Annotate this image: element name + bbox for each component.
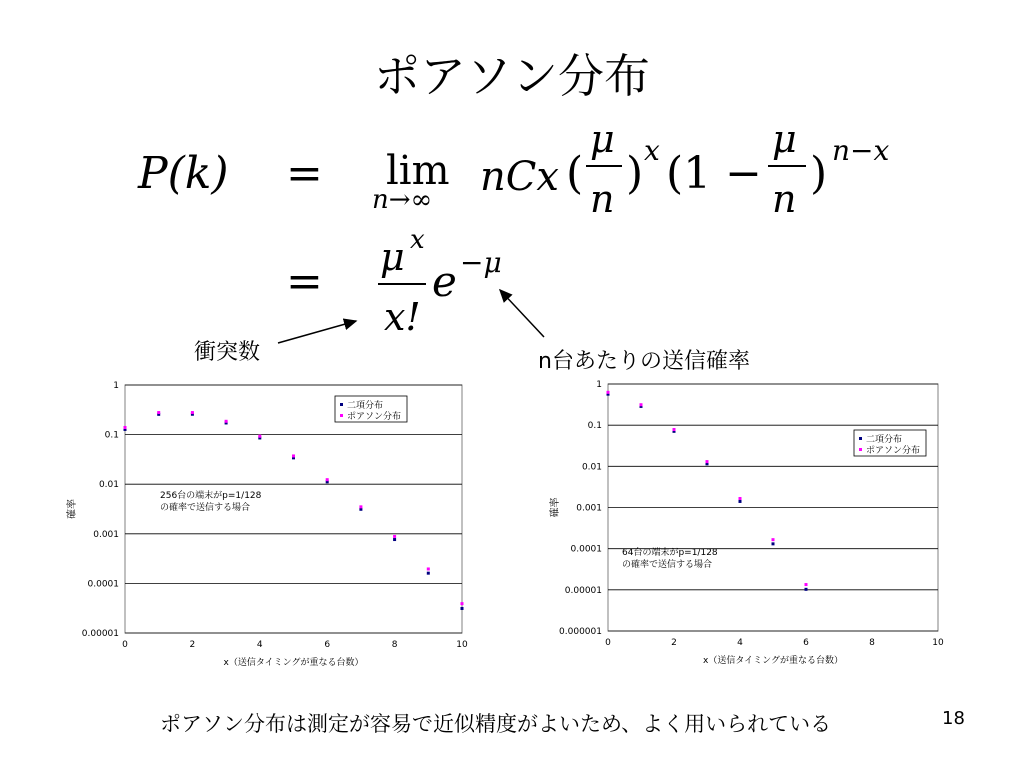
legend bbox=[854, 430, 926, 456]
data-point bbox=[393, 538, 396, 541]
x-tick-label: 2 bbox=[189, 640, 196, 650]
data-point bbox=[461, 607, 464, 610]
formula-n-1: n bbox=[590, 177, 615, 221]
y-axis-label: 確率 bbox=[67, 499, 78, 519]
data-point bbox=[772, 538, 775, 541]
data-point bbox=[772, 542, 775, 545]
formula-x-fact: x! bbox=[384, 295, 421, 339]
formula-eq-2: = bbox=[286, 256, 323, 307]
data-point bbox=[292, 454, 295, 457]
legend-label: ポアソン分布 bbox=[347, 412, 402, 422]
x-tick-label: 0 bbox=[605, 638, 611, 648]
data-point bbox=[157, 411, 160, 414]
y-tick-label: 0.0001 bbox=[570, 544, 602, 555]
chart-annotation: の確率で送信する場合 bbox=[160, 503, 251, 513]
chart-256-svg bbox=[60, 376, 490, 676]
data-point bbox=[326, 478, 329, 481]
annotation-probability: n台あたりの送信確率 bbox=[538, 349, 750, 374]
data-point bbox=[739, 497, 742, 500]
data-point bbox=[640, 403, 643, 406]
chart-annotation: 64台の端末がp=1/128 bbox=[622, 548, 718, 558]
formula-lhs: P(k) bbox=[138, 148, 229, 199]
y-tick-label: 0.01 bbox=[98, 480, 119, 491]
x-tick-label: 10 bbox=[456, 640, 468, 650]
arrow-to-mu bbox=[500, 290, 544, 337]
y-tick-label: 0.000001 bbox=[559, 627, 602, 637]
formula-binomial: nCx bbox=[480, 154, 559, 200]
y-tick-label: 0.1 bbox=[104, 430, 119, 441]
data-point bbox=[124, 426, 127, 429]
formula-n-2: n bbox=[772, 177, 797, 221]
data-point bbox=[805, 583, 808, 586]
footer-text: ポアソン分布は測定が容易で近似精度がよいため、よく用いられている bbox=[160, 712, 832, 736]
y-tick-label: 0.1 bbox=[587, 421, 602, 432]
y-tick-label: 0.001 bbox=[576, 503, 602, 514]
data-point bbox=[225, 420, 228, 423]
formula-mu-1: μ bbox=[590, 117, 615, 161]
y-tick-label: 0.01 bbox=[581, 462, 602, 473]
y-tick-label: 0.00001 bbox=[81, 629, 119, 639]
x-tick-label: 6 bbox=[324, 640, 331, 650]
chart-annotation: の確率で送信する場合 bbox=[622, 560, 713, 570]
y-axis-label: 確率 bbox=[550, 497, 561, 518]
x-tick-label: 4 bbox=[256, 640, 263, 650]
annotation-collisions: 衝突数 bbox=[194, 340, 261, 365]
y-tick-label: 1 bbox=[113, 381, 119, 391]
data-point bbox=[427, 572, 430, 575]
legend-label: 二項分布 bbox=[347, 401, 384, 411]
chart-64-terminals bbox=[536, 376, 966, 680]
data-point bbox=[427, 567, 430, 570]
arrow-to-x bbox=[278, 321, 356, 343]
legend-marker bbox=[859, 448, 862, 451]
data-point bbox=[393, 535, 396, 538]
data-point bbox=[706, 460, 709, 463]
formula-neg-mu: −μ bbox=[460, 246, 502, 279]
data-point bbox=[739, 500, 742, 503]
svg-text:): ) bbox=[626, 148, 644, 199]
legend bbox=[335, 396, 407, 422]
data-point bbox=[673, 428, 676, 431]
svg-text:): ) bbox=[810, 148, 828, 199]
x-axis-label: x（送信タイミングが重なる台数） bbox=[703, 656, 843, 666]
chart-256-terminals bbox=[60, 376, 490, 680]
x-tick-label: 8 bbox=[391, 640, 398, 650]
formula-mu-exp-x: x bbox=[410, 225, 425, 255]
x-tick-label: 4 bbox=[737, 638, 743, 648]
data-point bbox=[805, 588, 808, 591]
formula-exp-x: x bbox=[644, 134, 660, 167]
legend-marker bbox=[340, 414, 343, 417]
svg-text:(: ( bbox=[566, 148, 584, 199]
x-tick-label: 2 bbox=[671, 638, 677, 648]
data-point bbox=[461, 602, 464, 605]
formula-eq-1: = bbox=[286, 148, 323, 199]
x-tick-label: 6 bbox=[803, 638, 809, 648]
formula-lim-sub: n→∞ bbox=[372, 185, 433, 215]
chart-64-svg bbox=[536, 376, 966, 676]
legend-marker bbox=[859, 437, 862, 440]
formula-one-minus: (1 − bbox=[666, 148, 763, 199]
y-tick-label: 0.001 bbox=[93, 529, 119, 540]
page-number: 18 bbox=[942, 708, 965, 729]
formula-mu-3: μ bbox=[380, 235, 405, 279]
y-tick-label: 1 bbox=[596, 380, 602, 390]
legend-label: 二項分布 bbox=[866, 435, 903, 445]
data-point bbox=[359, 505, 362, 508]
poisson-formula bbox=[0, 0, 1024, 360]
legend-label: ポアソン分布 bbox=[866, 446, 921, 456]
y-tick-label: 0.00001 bbox=[564, 585, 602, 596]
legend-marker bbox=[340, 403, 343, 406]
data-point bbox=[191, 411, 194, 414]
chart-annotation: 256台の端末がp=1/128 bbox=[160, 491, 262, 501]
x-tick-label: 8 bbox=[869, 638, 875, 648]
data-point bbox=[607, 391, 610, 394]
data-point bbox=[258, 435, 261, 438]
formula-exp-nx: n−x bbox=[832, 134, 890, 167]
x-tick-label: 0 bbox=[122, 640, 128, 650]
formula-lim: lim bbox=[386, 148, 450, 194]
formula-mu-2: μ bbox=[772, 117, 797, 161]
formula-e: e bbox=[432, 257, 457, 306]
slide-title: ポアソン分布 bbox=[374, 49, 650, 103]
x-axis-label: x（送信タイミングが重なる台数） bbox=[223, 658, 364, 668]
x-tick-label: 10 bbox=[932, 638, 944, 648]
y-tick-label: 0.0001 bbox=[87, 579, 119, 590]
